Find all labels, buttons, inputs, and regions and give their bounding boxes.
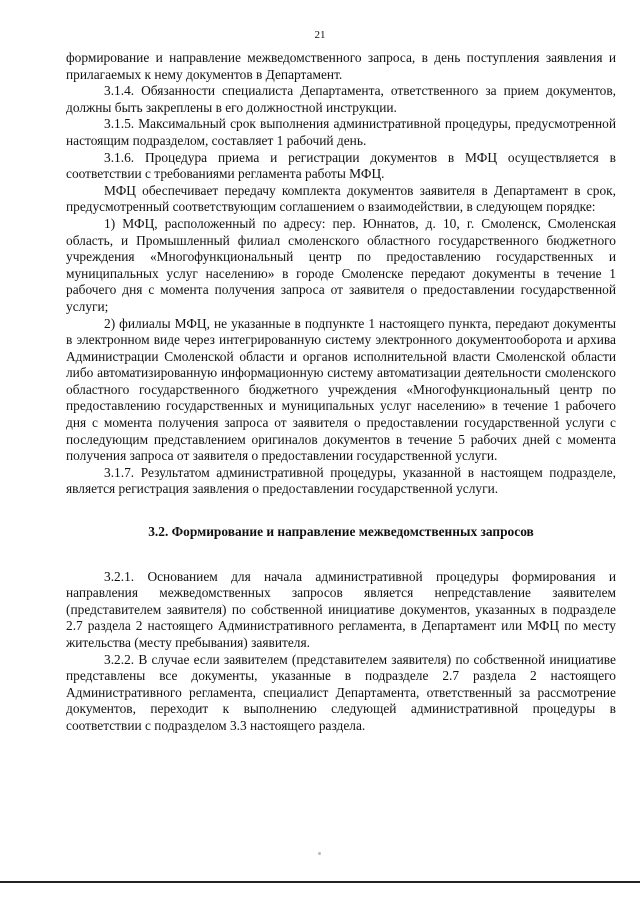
list-item-2: 2) филиалы МФЦ, не указанные в подпункте 1 настоящего пункта, передают документы в электронном виде через интегрированную систему электронного документооборота и архива Администрации Смоленской области и органов исполнительной власти Смоленской области либо автоматизированную информационную систему автоматизации деятельности смоленского областного государственного бюджетного учреждения «Многофункциональный центр по предоставлению государственных и муниципальных услуг населению» в течение 1 рабочего дня с момента получения запроса от заявителя о предоставлении государственной услуги с последующим представлением оригиналов документов в течение 5 рабочих дней с момента получения запроса от заявителя о предоставлении государственной услуги.: [66, 315, 616, 464]
paragraph-mfc-transfer: МФЦ обеспечивает передачу комплекта документов заявителя в Департамент в срок, предусмотренный соответствующим соглашением о взаимодействии, в следующем порядке:: [66, 182, 616, 215]
page-bottom-rule: [0, 881, 640, 883]
paragraph-3-1-6: 3.1.6. Процедура приема и регистрации документов в МФЦ осуществляется в соответствии с требованиями регламента работы МФЦ.: [66, 149, 616, 182]
paragraph-3-1-5: 3.1.5. Максимальный срок выполнения административной процедуры, предусмотренной настоящим подразделом, составляет 1 рабочий день.: [66, 116, 616, 148]
paragraph-3-1-7: 3.1.7. Результатом административной процедуры, указанной в настоящем подразделе, является регистрация заявления о предоставлении государственной услуги.: [66, 464, 616, 497]
list-item-1: 1) МФЦ, расположенный по адресу: пер. Юннатов, д. 10, г. Смоленск, Смоленская область, и Промышленный филиал смоленского областного государственного бюджетного учреждения «Многофункциональный центр по предоставлению государственных и муниципальных услуг населению» в городе Смоленске передают документы в течение 1 рабочего дня с момента получения запроса от заявителя о предоставлении государственной услуги;: [66, 215, 616, 314]
paragraph-3-2-1: 3.2.1. Основанием для начала административной процедуры формирования и направления межведомственных запросов является непредставление заявителем (представителем заявителя) по собственной инициативе документов, указанных в подразделе 2.7 раздела 2 настоящего Административного регламента, в Департамент или МФЦ по месту жительства (месту пребывания) заявителя.: [66, 568, 616, 650]
scan-speck: [318, 852, 321, 855]
page-number: 21: [314, 29, 326, 41]
document-body: [66, 50, 616, 735]
paragraph-continuation: формирование и направление межведомственного запроса, в день поступления заявления и прилагаемых к нему документов в Департамент.: [66, 50, 616, 82]
paragraph-3-1-4: 3.1.4. Обязанности специалиста Департамента, ответственного за прием документов, должны быть закреплены в его должностной инструкции.: [66, 83, 616, 115]
section-heading: 3.2. Формирование и направление межведомственных запросов: [148, 524, 534, 540]
paragraph-3-2-2: 3.2.2. В случае если заявителем (представителем заявителя) по собственной инициативе представлены все документы, указанные в подразделе 2.7 раздела 2 настоящего Административного регламента, специалист Департамента, ответственный за рассмотрение документов, переходит к выполнению следующей административной процедуры в соответствии с подразделом 3.3 настоящего раздела.: [66, 651, 616, 733]
